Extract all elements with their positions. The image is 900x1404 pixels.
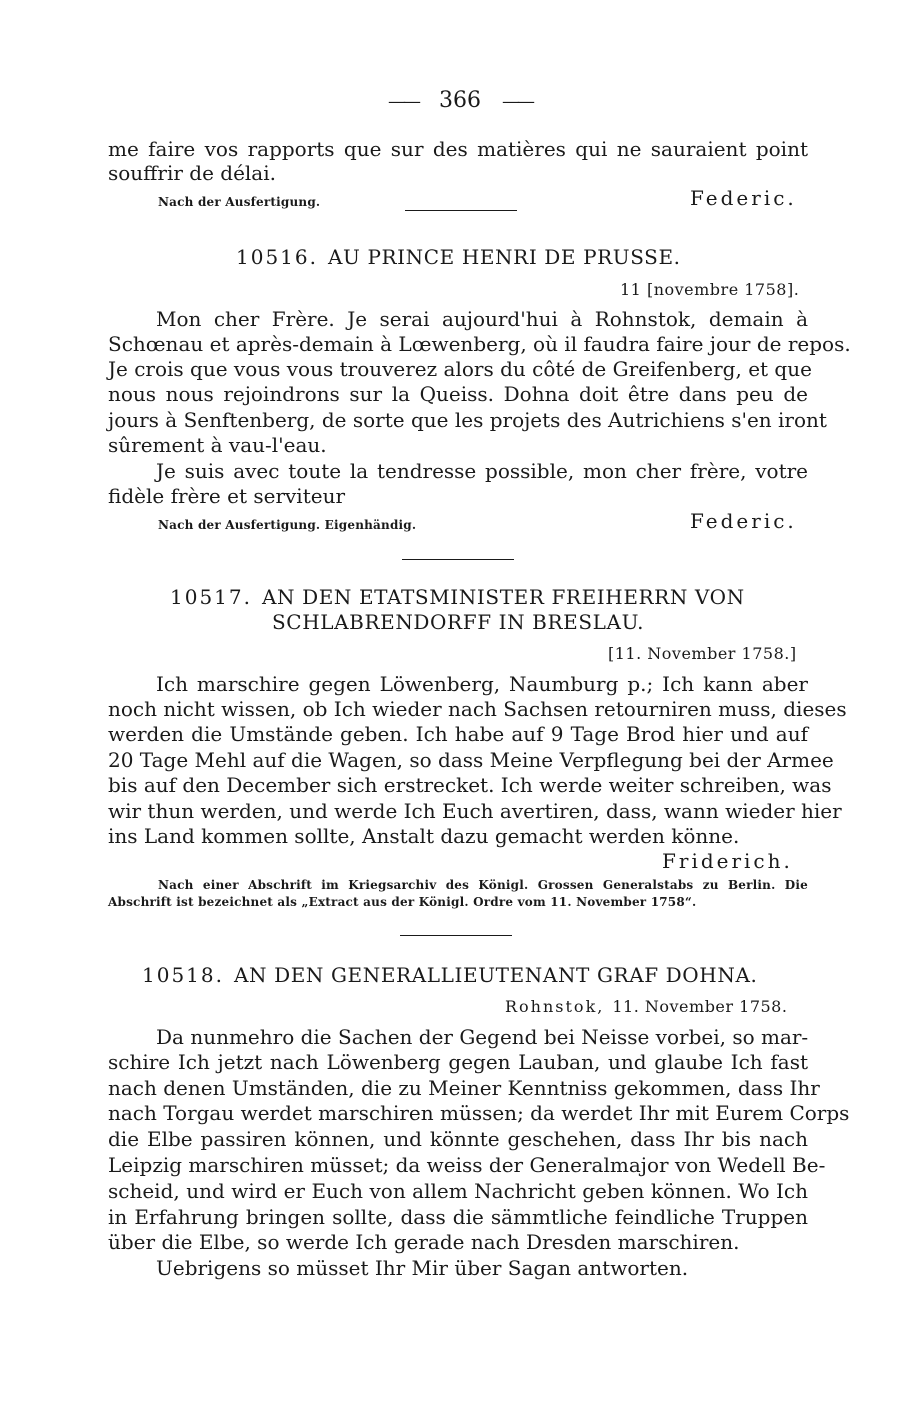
letter-10517-line-6: wir thun werden, und werde Ich Euch avertiren, dass, wann wieder hier xyxy=(108,799,842,823)
letter-10517-line-7: ins Land kommen sollte, Anstalt dazu gemacht werden könne. xyxy=(108,824,740,848)
letter-10516-line-8: fidèle frère et serviteur xyxy=(108,484,346,508)
letter-10518-dateline xyxy=(505,997,787,1016)
letter-10517-source-note-line-1: Nach einer Abschrift im Kriegsarchiv des Königl. Grossen Generalstabs zu Berlin. Die xyxy=(158,878,808,892)
letter-10516-line-6: sûrement à vau-l'eau. xyxy=(108,433,327,457)
letter-10518-line-2: schire Ich jetzt nach Löwenberg gegen Lauban, und glaube Ich fast xyxy=(108,1050,808,1074)
letter-10517-line-5: bis auf den December sich erstrecket. Ich werde weiter schreiben, was xyxy=(108,773,832,797)
letter-10518-line-3: nach denen Umständen, die zu Meiner Kenntniss gekommen, dass Ihr xyxy=(108,1076,820,1100)
letter-10518-line-10: Uebrigens so müsset Ihr Mir über Sagan antworten. xyxy=(156,1256,689,1280)
letter-10517-heading-line-1 xyxy=(170,585,745,609)
letter-10518-place: Rohnstok, xyxy=(505,997,605,1016)
letter-10517-line-3: werden die Umstände geben. Ich habe auf 9 Tage Brod hier und auf xyxy=(108,722,808,746)
letter-10517-line-2: noch nicht wissen, ob Ich wieder nach Sachsen retourniren muss, dieses xyxy=(108,697,847,721)
letter-10517-number: 10517. xyxy=(170,585,252,609)
letter-10516-line-4: nous nous rejoindrons sur la Queiss. Dohna doit être dans peu de xyxy=(108,382,808,406)
header-dash-left: —— xyxy=(388,91,418,112)
letter-10516-line-7: Je suis avec toute la tendresse possible, mon cher frère, votre xyxy=(156,459,808,483)
letter-10516-title: AU PRINCE HENRI DE PRUSSE. xyxy=(327,245,681,269)
letter-10516-signature: Federic. xyxy=(690,509,797,533)
divider-10517 xyxy=(400,935,512,936)
letter-10518-line-1: Da nunmehro die Sachen der Gegend bei Neisse vorbei, so mar- xyxy=(156,1025,809,1049)
letter-10518-line-7: scheid, und wird er Euch von allem Nachricht geben können. Wo Ich xyxy=(108,1179,808,1203)
page-number: 366 xyxy=(439,88,481,113)
letter-10517-signature: Friderich. xyxy=(662,849,793,873)
intro-source-note: Nach der Ausfertigung. xyxy=(158,195,321,209)
letter-10517-date: [11. November 1758.] xyxy=(608,644,797,663)
intro-line-1: me faire vos rapports que sur des matières qui ne sauraient point xyxy=(108,137,808,161)
letter-10518-line-8: in Erfahrung bringen sollte, dass die sämmtliche feindliche Truppen xyxy=(108,1205,808,1229)
letter-10516-line-5: jours à Senftenberg, de sorte que les projets des Autrichiens s'en iront xyxy=(108,408,827,432)
intro-line-2: souffrir de délai. xyxy=(108,161,276,185)
letter-10516-line-2: Schœnau et après-demain à Lœwenberg, où il faudra faire jour de repos. xyxy=(108,332,851,356)
letter-10518-line-9: über die Elbe, so werde Ich gerade nach Dresden marschiren. xyxy=(108,1230,740,1254)
intro-signature: Federic. xyxy=(690,186,797,210)
letter-10518-date: 11. November 1758. xyxy=(612,997,788,1016)
letter-10516-source-note: Nach der Ausfertigung. Eigenhändig. xyxy=(158,518,417,532)
letter-10516-line-1: Mon cher Frère. Je serai aujourd'hui à Rohnstok, demain à xyxy=(156,307,808,331)
letter-10516-number: 10516. xyxy=(236,245,318,269)
letter-10518-line-4: nach Torgau werdet marschiren müssen; da werdet Ihr mit Eurem Corps xyxy=(108,1101,850,1125)
letter-10518-title: AN DEN GENERALLIEUTENANT GRAF DOHNA. xyxy=(233,963,758,987)
letter-10517-source-note-line-2: Abschrift ist bezeichnet als „Extract aus der Königl. Ordre vom 11. November 1758“. xyxy=(108,895,697,909)
letter-10517-title-1: AN DEN ETATSMINISTER FREIHERRN VON xyxy=(261,585,745,609)
letter-10517-line-1: Ich marschire gegen Löwenberg, Naumburg p.; Ich kann aber xyxy=(156,672,808,696)
letter-10516-line-3: Je crois que vous vous trouverez alors du côté de Greifenberg, et que xyxy=(108,357,812,381)
letter-10517-line-4: 20 Tage Mehl auf die Wagen, so dass Meine Verpflegung bei der Armee xyxy=(108,748,834,772)
page-header xyxy=(380,88,540,113)
letter-10518-line-5: die Elbe passiren können, und könnte geschehen, dass Ihr bis nach xyxy=(108,1127,808,1151)
letter-10517-heading-line-2: SCHLABRENDORFF IN BRESLAU. xyxy=(272,610,645,634)
letter-10518-line-6: Leipzig marschiren müsset; da weiss der Generalmajor von Wedell Be- xyxy=(108,1153,826,1177)
letter-10518-heading xyxy=(142,963,757,987)
intro-divider xyxy=(405,210,517,211)
letter-10516-date: 11 [novembre 1758]. xyxy=(620,280,800,299)
letter-10516-heading xyxy=(236,245,681,269)
letter-10518-number: 10518. xyxy=(142,963,224,987)
divider-10516 xyxy=(402,559,514,560)
header-dash-right: —— xyxy=(502,91,532,112)
